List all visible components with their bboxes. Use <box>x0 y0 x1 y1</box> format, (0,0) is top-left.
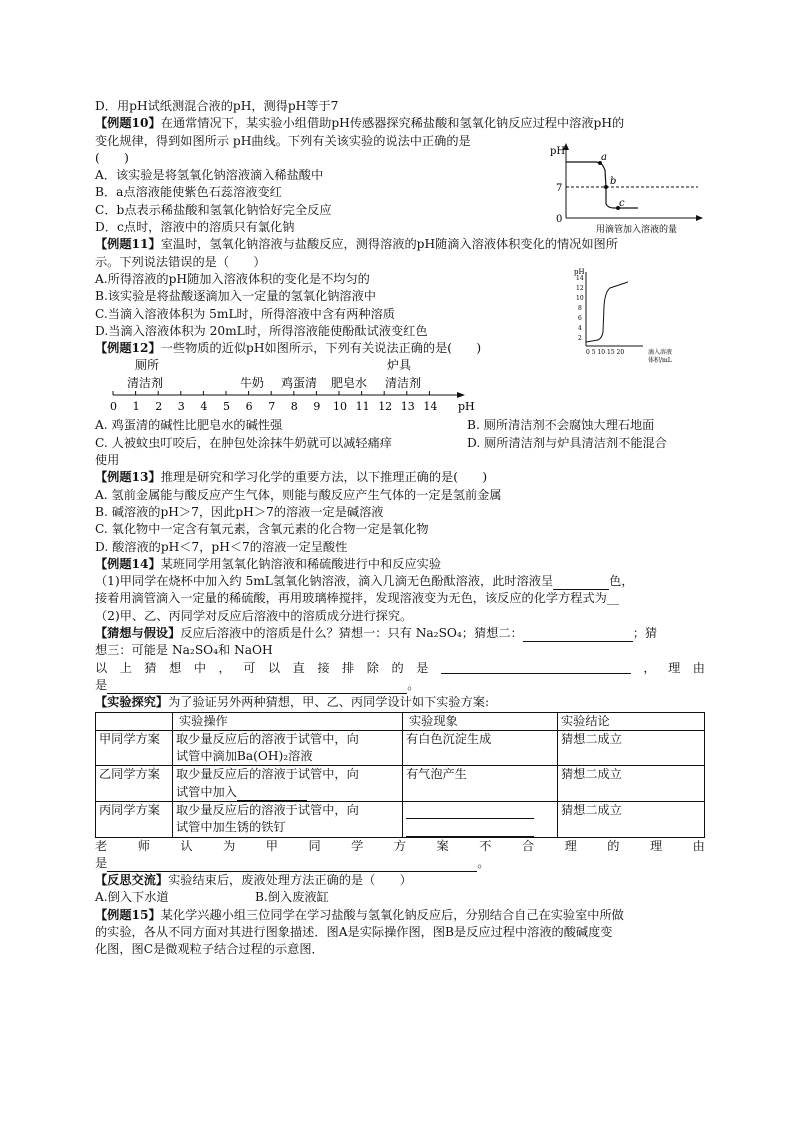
guess-three: 想三：可能是 Na₂SO₄和 NaOH <box>95 643 273 658</box>
exclude-answer-blank[interactable] <box>441 660 631 674</box>
svg-text:12: 12 <box>576 285 584 292</box>
scale-tick-label: 9 <box>313 400 321 414</box>
table-cell-who: 甲同学方案 <box>96 730 173 766</box>
table-header-row <box>96 712 705 730</box>
example-15-stem-1: 【例题15】某化学兴趣小组三位同学在学习盐酸与氢氧化钠反应后，分别结合自己在实验室中所做 <box>95 907 624 922</box>
scale-tick-label: 13 <box>400 400 415 414</box>
fig11-yticks <box>576 275 584 342</box>
example-10-option-a: A．该实验是将氢氧化钠溶液滴入稀盐酸中 <box>95 168 324 183</box>
scale-top-label-toilet: 厕所 <box>135 358 160 373</box>
table-cell-phen <box>403 801 558 837</box>
explore-line: 【实验探究】为了验证另外两种猜想，甲、乙、丙同学设计如下实验方案: <box>95 695 490 710</box>
example-10-option-b: B．a点溶液能使紫色石蕊溶液变红 <box>95 185 282 200</box>
example-10-option-c: C．b点表示稀盐酸和氢氧化钠恰好完全反应 <box>95 202 332 217</box>
example-12-options-row-1 <box>95 417 705 434</box>
fig10-seven: 7 <box>556 183 563 194</box>
example-12-title: 【例题12】 <box>95 341 161 356</box>
example-14-q1-line1: （1)甲同学在烧杯中加入约 5mL氢氧化钠溶液，滴入几滴无色酚酞溶液，此时溶液呈 色， <box>95 573 705 590</box>
scale-tick-label: 4 <box>200 400 208 414</box>
example-10-option-d: D．c点时，溶液中的溶质只有氯化钠 <box>95 220 295 235</box>
table-cell-op: 取少量反应后的溶液于试管中，向 试管中加入 <box>173 766 403 802</box>
svg-text:4: 4 <box>578 325 582 332</box>
phenomenon-blank-1[interactable] <box>406 805 534 819</box>
scale-label-stove-cleaner: 清洁剂 <box>385 376 422 391</box>
table-cell-who: 丙同学方案 <box>96 801 173 837</box>
example-10-stem-2: 变化规律，得到如图所示 pH曲线。下列有关该实验的说法中正确的是 <box>95 133 471 148</box>
ph-scale-figure <box>95 357 475 417</box>
example-12-option-b: B. 厕所清洁剂不会腐蚀大理石地面 <box>467 418 655 433</box>
table-cell-concl: 猜想二成立 <box>558 730 705 766</box>
example-12-stem: 【例题12】一些物质的近似pH如图所示，下列有关说法正确的是( ) <box>95 341 482 356</box>
table-cell-concl: 猜想二成立 <box>558 766 705 802</box>
scale-top-label-stove: 炉具 <box>387 358 412 373</box>
reason-answer-blank[interactable] <box>107 680 407 694</box>
phenomenon-blank-2[interactable] <box>406 823 534 837</box>
reflect-option-a: A.倒入下水道 <box>95 890 169 905</box>
table-header-cell: 实验结论 <box>558 712 705 730</box>
example-11-option-a: A.所得溶液的pH随加入溶液体积的变化是不均匀的 <box>95 271 370 286</box>
color-answer-blank[interactable] <box>553 576 609 590</box>
example-14-stem: 【例题14】某班同学用氢氧化钠溶液和稀硫酸进行中和反应实验 <box>95 556 442 571</box>
table-header-cell: 实验操作 <box>173 712 403 730</box>
example-15-title: 【例题15】 <box>95 907 161 922</box>
example-11-stem-1: 【例题11】室温时，氢氧化钠溶液与盐酸反应，测得溶液的pH随滴入溶液体积变化的情况如图所 <box>95 237 618 252</box>
table-cell-phen: 有白色沉淀生成 <box>403 730 558 766</box>
table-cell-phen: 有气泡产生 <box>403 766 558 802</box>
svg-text:8: 8 <box>578 305 582 312</box>
scale-label-egg-white: 鸡蛋清 <box>281 376 318 391</box>
example-13-option-d: D. 酸溶液的pH＜7，pH＜7的溶液一定呈酸性 <box>95 539 348 554</box>
example-13-title: 【例题13】 <box>95 470 161 485</box>
scale-tick-label: 0 <box>110 400 117 414</box>
scale-tick-label: 11 <box>355 400 370 414</box>
table-header-cell: 实验现象 <box>403 712 558 730</box>
fig10-zero: 0 <box>556 214 563 225</box>
scale-label-milk: 牛奶 <box>240 376 265 391</box>
example-11-option-b: B.该实验是将盐酸逐滴加入一定量的氢氧化钠溶液中 <box>95 289 376 304</box>
table-row <box>96 801 705 837</box>
table-cell-who: 乙同学方案 <box>96 766 173 802</box>
teacher-line: 老 师 认 为 甲 同 学 方 案 不 合 理 的 理 由 <box>95 838 705 853</box>
example-12-option-d: D. 厕所清洁剂与炉具清洁剂不能混合 <box>467 435 667 450</box>
svg-text:10: 10 <box>576 295 584 302</box>
fig10-xlabel: 用滴管加入溶液的量 <box>596 225 678 235</box>
reason-line: 是 。 <box>95 677 705 694</box>
example-14-title: 【例题14】 <box>95 556 161 571</box>
teacher-line-2: 是 。 <box>95 855 705 872</box>
example-12-option-d-cont: 使用 <box>95 453 120 468</box>
example-14-q2: （2)甲、乙、丙同学对反应后溶液中的溶质成分进行探究。 <box>95 608 413 623</box>
example-10-paren: ( ) <box>95 150 129 165</box>
scale-tick-label: 10 <box>333 400 347 414</box>
fig10-label-b: b <box>610 176 617 187</box>
scale-ticks <box>110 391 437 413</box>
scale-tick-label: 2 <box>155 400 163 414</box>
example-14-q1-line2: 接着用滴管滴入一定量的稀硫酸，再用玻璃棒搅拌，发现溶液变为无色，该反应的化学方程式为__ <box>95 591 620 606</box>
example-12-option-c: C. 人被蚊虫叮咬后，在肿包处涂抹牛奶就可以减轻痛痒 <box>95 435 392 450</box>
table-row <box>96 730 705 766</box>
table-cell-op: 取少量反应后的溶液于试管中，向 试管中加生锈的铁钉 <box>173 801 403 837</box>
fig10-ylabel: pH <box>550 146 566 157</box>
explore-title: 【实验探究】 <box>95 695 169 710</box>
example-10-stem-1: 【例题10】在通常情况下，某实验小组借助pH传感器探究稀盐酸和氢氧化钠反应过程中溶液pH的 <box>95 116 625 131</box>
fig10-x-arrow <box>696 215 703 221</box>
example-10-title: 【例题10】 <box>95 116 161 131</box>
guess-line: 【猜想与假设】反应后溶液中的溶质是什么？猜想一：只有 Na₂SO₄；猜想二： ；猜 <box>95 625 705 642</box>
example-12-option-a: A. 鸡蛋清的碱性比肥皂水的碱性强 <box>95 418 283 433</box>
example-13-stem: 【例题13】推理是研究和学习化学的重要方法，以下推理正确的是( ) <box>95 470 488 485</box>
scale-tick-label: 3 <box>177 400 185 414</box>
fig11-xlabel-2: 体积/mL <box>648 357 672 364</box>
scale-tick-label: 7 <box>268 400 276 414</box>
scale-tick-label: 1 <box>132 400 140 414</box>
example-13-option-b: B. 碱溶液的pH＞7，因此pH＞7的溶液一定是碱溶液 <box>95 504 384 519</box>
fig10-point-b <box>604 185 608 189</box>
example-15-stem-2: 的实验，各从不同方面对其进行图象描述．图A是实际操作图，图B是反应过程中溶液的酸碱度变 <box>95 925 613 940</box>
reflect-options <box>95 889 705 906</box>
table-header-cell <box>96 712 173 730</box>
reflect-option-b: B.倒入废液缸 <box>255 890 329 905</box>
svg-text:6: 6 <box>578 315 582 322</box>
experiment-table <box>95 712 705 838</box>
example-13-option-c: C. 氧化物中一定含有氧元素，含氧元素的化合物一定是氧化物 <box>95 522 429 537</box>
fig11-xticks: 0 5 10 15 20 <box>586 349 625 356</box>
guess-title: 【猜想与假设】 <box>95 626 181 641</box>
example-11-option-c: C.当滴入溶液体积为 5mL时，所得溶液中含有两种溶质 <box>95 306 395 321</box>
prev-option-d: D．用pH试纸测混合液的pH，测得pH等于7 <box>95 99 339 113</box>
example-11-option-d: D.当滴入溶液体积为 20mL时，所得溶液能使酚酞试液变红色 <box>95 323 428 338</box>
scale-tick-label: 8 <box>290 400 298 414</box>
exclude-line: 以 上 猜 想 中 ， 可 以 直 接 排 除 的 是 ， 理 由 <box>95 660 705 675</box>
guess-two-blank[interactable] <box>523 628 633 642</box>
scale-label-soap-water: 肥皂水 <box>331 376 368 391</box>
fig11-curve <box>586 282 628 342</box>
fig11-ylabel: pH <box>574 268 585 276</box>
svg-text:14: 14 <box>576 275 584 282</box>
scale-tick-label: 5 <box>223 400 230 414</box>
reagent-answer-blank[interactable] <box>237 787 307 801</box>
scale-axis-arrow <box>457 392 465 398</box>
fig11-xlabel-1: 滴入溶液 <box>648 349 673 356</box>
reflect-line: 【反思交流】实验结束后，废液处理方法正确的是（ ） <box>95 873 412 888</box>
example-15-stem-3: 化图，图C是微观粒子结合过程的示意图． <box>95 942 324 957</box>
example-11-stem-2: 示。下列说法错误的是（ ） <box>95 254 266 269</box>
scale-axis-label: pH <box>458 400 475 414</box>
reflect-title: 【反思交流】 <box>95 873 169 888</box>
ph-scale-svg <box>95 357 475 417</box>
example-11-ph-graph <box>568 266 696 370</box>
fig10-label-c: c <box>619 198 625 209</box>
scale-tick-label: 14 <box>423 400 438 414</box>
fig10-label-a: a <box>601 152 607 163</box>
example-12-options-row-2 <box>95 435 705 452</box>
scale-tick-label: 6 <box>245 400 253 414</box>
example-10-ph-curve <box>548 140 708 238</box>
scale-label-toilet-cleaner: 清洁剂 <box>127 376 164 391</box>
svg-text:2: 2 <box>578 335 582 342</box>
example-13-option-a: A. 氢前金属能与酸反应产生气体，则能与酸反应产生气体的一定是氢前金属 <box>95 487 502 502</box>
scale-tick-label: 12 <box>378 400 393 414</box>
table-row <box>96 766 705 802</box>
example-11-title: 【例题11】 <box>95 237 161 252</box>
fig10-curve <box>566 162 638 208</box>
table-cell-concl: 猜想二成立 <box>558 801 705 837</box>
table-cell-op: 取少量反应后的溶液于试管中，向 试管中滴加Ba(OH)₂溶液 <box>173 730 403 766</box>
teacher-reason-blank[interactable] <box>107 858 477 872</box>
